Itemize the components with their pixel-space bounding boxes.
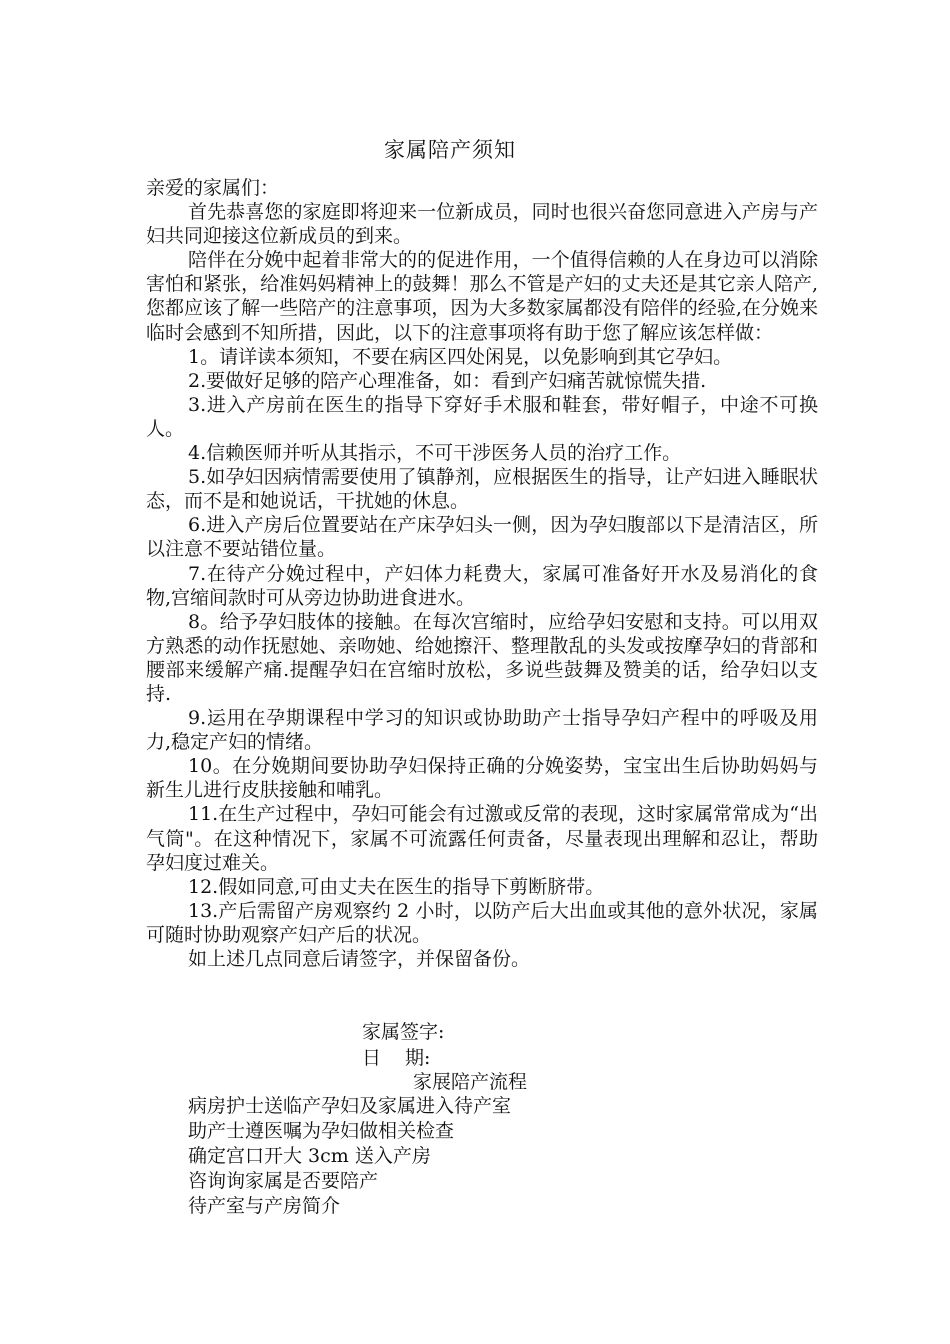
paragraph-congratulations: 首先恭喜您的家庭即将迎来一位新成员，同时也很兴奋您同意进入产房与产妇共同迎接这位新成员的到来。	[146, 201, 818, 248]
notice-item-4: 4.信赖医师并听从其指示，不可干涉医务人员的治疗工作。	[188, 442, 682, 465]
notice-item-11: 11.在生产过程中，孕妇可能会有过激或反常的表现，这时家属常常成为“出气筒"。在这种情况下，家属不可流露任何责备，尽量表现出理解和忍让，帮助孕妇度过难关。	[146, 803, 818, 874]
greeting: 亲爱的家属们：	[146, 177, 280, 199]
flow-step-2: 助产士遵医嘱为孕妇做相关检查	[188, 1120, 455, 1142]
document-title: 家属陪产须知	[384, 138, 516, 162]
signature-label: 家属签字:	[362, 1021, 445, 1043]
closing-statement: 如上述几点同意后请签字，并保留备份。	[188, 948, 531, 970]
notice-item-2: 2.要做好足够的陪产心理准备，如：看到产妇痛苦就惊慌失措.	[188, 369, 707, 392]
notice-item-7: 7.在待产分娩过程中，产妇体力耗费大，家属可准备好开水及易消化的食物,宫缩间款时可从旁边协助进食进水。	[146, 562, 818, 609]
document-body	[146, 176, 818, 971]
notice-item-10: 10。在分娩期间要协助孕妇保持正确的分娩姿势，宝宝出生后协助妈妈与新生儿进行皮肤接触和哺乳。	[146, 755, 818, 802]
flow-title: 家展陪产流程	[413, 1071, 528, 1093]
notice-item-5: 5.如孕妇因病情需要使用了镇静剂，应根据医生的指导，让产妇进入睡眠状态，而不是和她说话，干扰她的休息。	[146, 466, 818, 513]
notice-item-13: 13.产后需留产房观察约 2 小时，以防产后大出血或其他的意外状况，家属可随时协助观察产妇产后的状况。	[146, 899, 818, 946]
date-label: 日 期:	[362, 1047, 431, 1069]
paragraph-companionship: 陪伴在分娩中起着非常大的的促进作用，一个值得信赖的人在身边可以消除害怕和紧张，给准妈妈精神上的鼓舞！那么不管是产妇的丈夫还是其它亲人陪产,您都应该了解一些陪产的注意事项，因为大多数家属都没有陪伴的经验,在分娩来临时会感到不知所措，因此，以下的注意事项将有助于您了解应该怎样做：	[146, 249, 818, 344]
notice-item-8: 8。给予孕妇肢体的接触。在每次宫缩时，应给孕妇安慰和支持。可以用双方熟悉的动作抚慰她、亲吻她、给她擦汗、整理散乱的头发或按摩孕妇的背部和腰部来缓解产痛.提醒孕妇在宫缩时放松，多说些鼓舞及赞美的话，给孕妇以支持.	[146, 610, 818, 705]
notice-item-6: 6.进入产房后位置要站在产床孕妇头一侧，因为孕妇腹部以下是清洁区，所以注意不要站错位量。	[146, 514, 818, 561]
flow-step-4: 咨询询家属是否要陪产	[188, 1170, 379, 1192]
notice-item-1: 1。请详读本须知，不要在病区四处闲晃，以免影响到其它孕妇。	[188, 345, 733, 368]
flow-step-1: 病房护士送临产孕妇及家属进入待产室	[188, 1095, 512, 1117]
notice-item-9: 9.运用在孕期课程中学习的知识或协助助产士指导孕妇产程中的呼吸及用力,稳定产妇的情绪。	[146, 707, 818, 754]
flow-step-5: 待产室与产房简介	[188, 1195, 341, 1217]
flow-steps	[188, 1094, 511, 1219]
notice-item-3: 3.进入产房前在医生的指导下穿好手术服和鞋套，带好帽子，中途不可换人。	[146, 393, 818, 440]
notice-item-12: 12.假如同意,可由丈夫在医生的指导下剪断脐带。	[188, 875, 605, 898]
flow-step-3: 确定宫口开大 3cm 送入产房	[188, 1145, 431, 1167]
